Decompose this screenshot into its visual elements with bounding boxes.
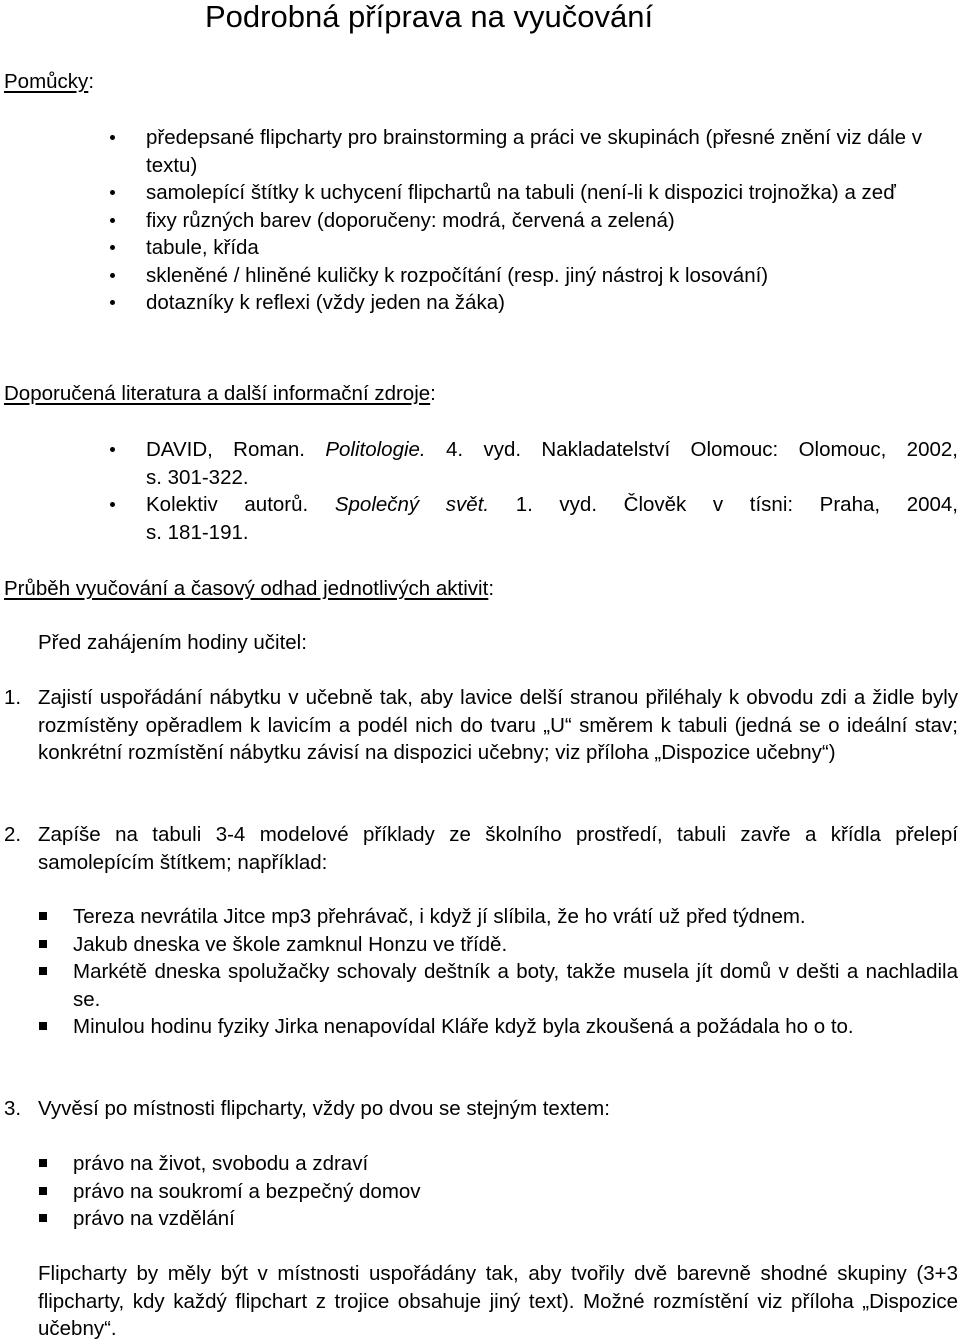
step-text: Zajistí uspořádání nábytku v učebně tak, aby lavice delší stranou přiléhaly k obvodu zdi a židle byly rozmístěny opěradlem k lavicím a podél nich do tvaru „U“ směrem k tabuli (jedná se o ideální stav; konkrétní rozmístění nábytku závisí na dispozici učebny; viz příloha „Dispozice učebny“) xyxy=(38,686,958,764)
flipchart-item: právo na život, svobodu a zdraví xyxy=(73,1150,958,1178)
list-item: dotazníky k reflexi (vždy jeden na žáka) xyxy=(146,289,958,317)
step-1 xyxy=(4,684,958,767)
section-heading-literatura: Doporučená literatura a další informační zdroje: xyxy=(4,382,436,405)
step-text: Vyvěsí po místnosti flipcharty, vždy po dvou se stejným textem: xyxy=(38,1097,610,1120)
literatura-list xyxy=(146,436,958,546)
step-number: 2. xyxy=(4,823,22,846)
flipchart-list xyxy=(73,1150,958,1233)
step-2 xyxy=(4,821,958,876)
list-item: samolepící štítky k uchycení flipchartů na tabuli (není-li k dispozici trojnožka) a zeď xyxy=(146,179,958,207)
section-heading-pomucky: Pomůcky: xyxy=(4,70,95,93)
citation-item: DAVID, Roman. Politologie. 4. vyd. Nakladatelství Olomouc: Olomouc, 2002, s. 301-322. xyxy=(146,436,958,491)
citation-title: Společný svět. xyxy=(334,493,490,516)
closing-paragraph: Flipcharty by měly být v místnosti uspořádány tak, aby tvořily dvě barevně shodné skupiny (3+3 flipcharty, kdy každý flipchart z trojice obsahuje jiný text). Možné rozmístění viz příloha „Dispozice učebny“. xyxy=(38,1262,958,1340)
citation-item: Kolektiv autorů. Společný svět. 1. vyd. Člověk v tísni: Praha, 2004, s. 181-191. xyxy=(146,491,958,546)
subheading-before-lesson: Před zahájením hodiny učitel: xyxy=(38,631,307,654)
example-item: Markétě dneska spolužačky schovaly deštník a boty, takže musela jít domů v dešti a nachladila se. xyxy=(73,958,958,1013)
pomucky-list xyxy=(146,124,958,317)
list-item: skleněné / hliněné kuličky k rozpočítání (resp. jiný nástroj k losování) xyxy=(146,262,958,290)
step-3 xyxy=(4,1095,958,1123)
example-item: Jakub dneska ve škole zamknul Honzu ve třídě. xyxy=(73,931,958,959)
step-number: 1. xyxy=(4,686,22,709)
list-item: předepsané flipcharty pro brainstorming a práci ve skupinách (přesné znění viz dále v textu) xyxy=(146,124,958,179)
step-number: 3. xyxy=(4,1097,22,1120)
example-item: Tereza nevrátila Jitce mp3 přehrávač, i když jí slíbila, že ho vrátí už před týdnem. xyxy=(73,903,958,931)
citation-title: Politologie. xyxy=(325,438,426,461)
flipchart-item: právo na soukromí a bezpečný domov xyxy=(73,1178,958,1206)
example-item: Minulou hodinu fyziky Jirka nenapovídal Kláře když byla zkoušená a požádala ho o to. xyxy=(73,1013,958,1041)
example-list xyxy=(73,903,958,1041)
closing-paragraph-wrap xyxy=(4,1260,958,1343)
flipchart-item: právo na vzdělání xyxy=(73,1205,958,1233)
page-title: Podrobná příprava na vyučování xyxy=(205,0,654,34)
step-text: Zapíše na tabuli 3-4 modelové příklady ze školního prostředí, tabuli zavře a křídla přelepí samolepícím štítkem; například: xyxy=(38,823,958,874)
list-item: tabule, křída xyxy=(146,234,958,262)
section-heading-prubeh: Průběh vyučování a časový odhad jednotlivých aktivit: xyxy=(4,577,495,600)
list-item: fixy různých barev (doporučeny: modrá, červená a zelená) xyxy=(146,207,958,235)
